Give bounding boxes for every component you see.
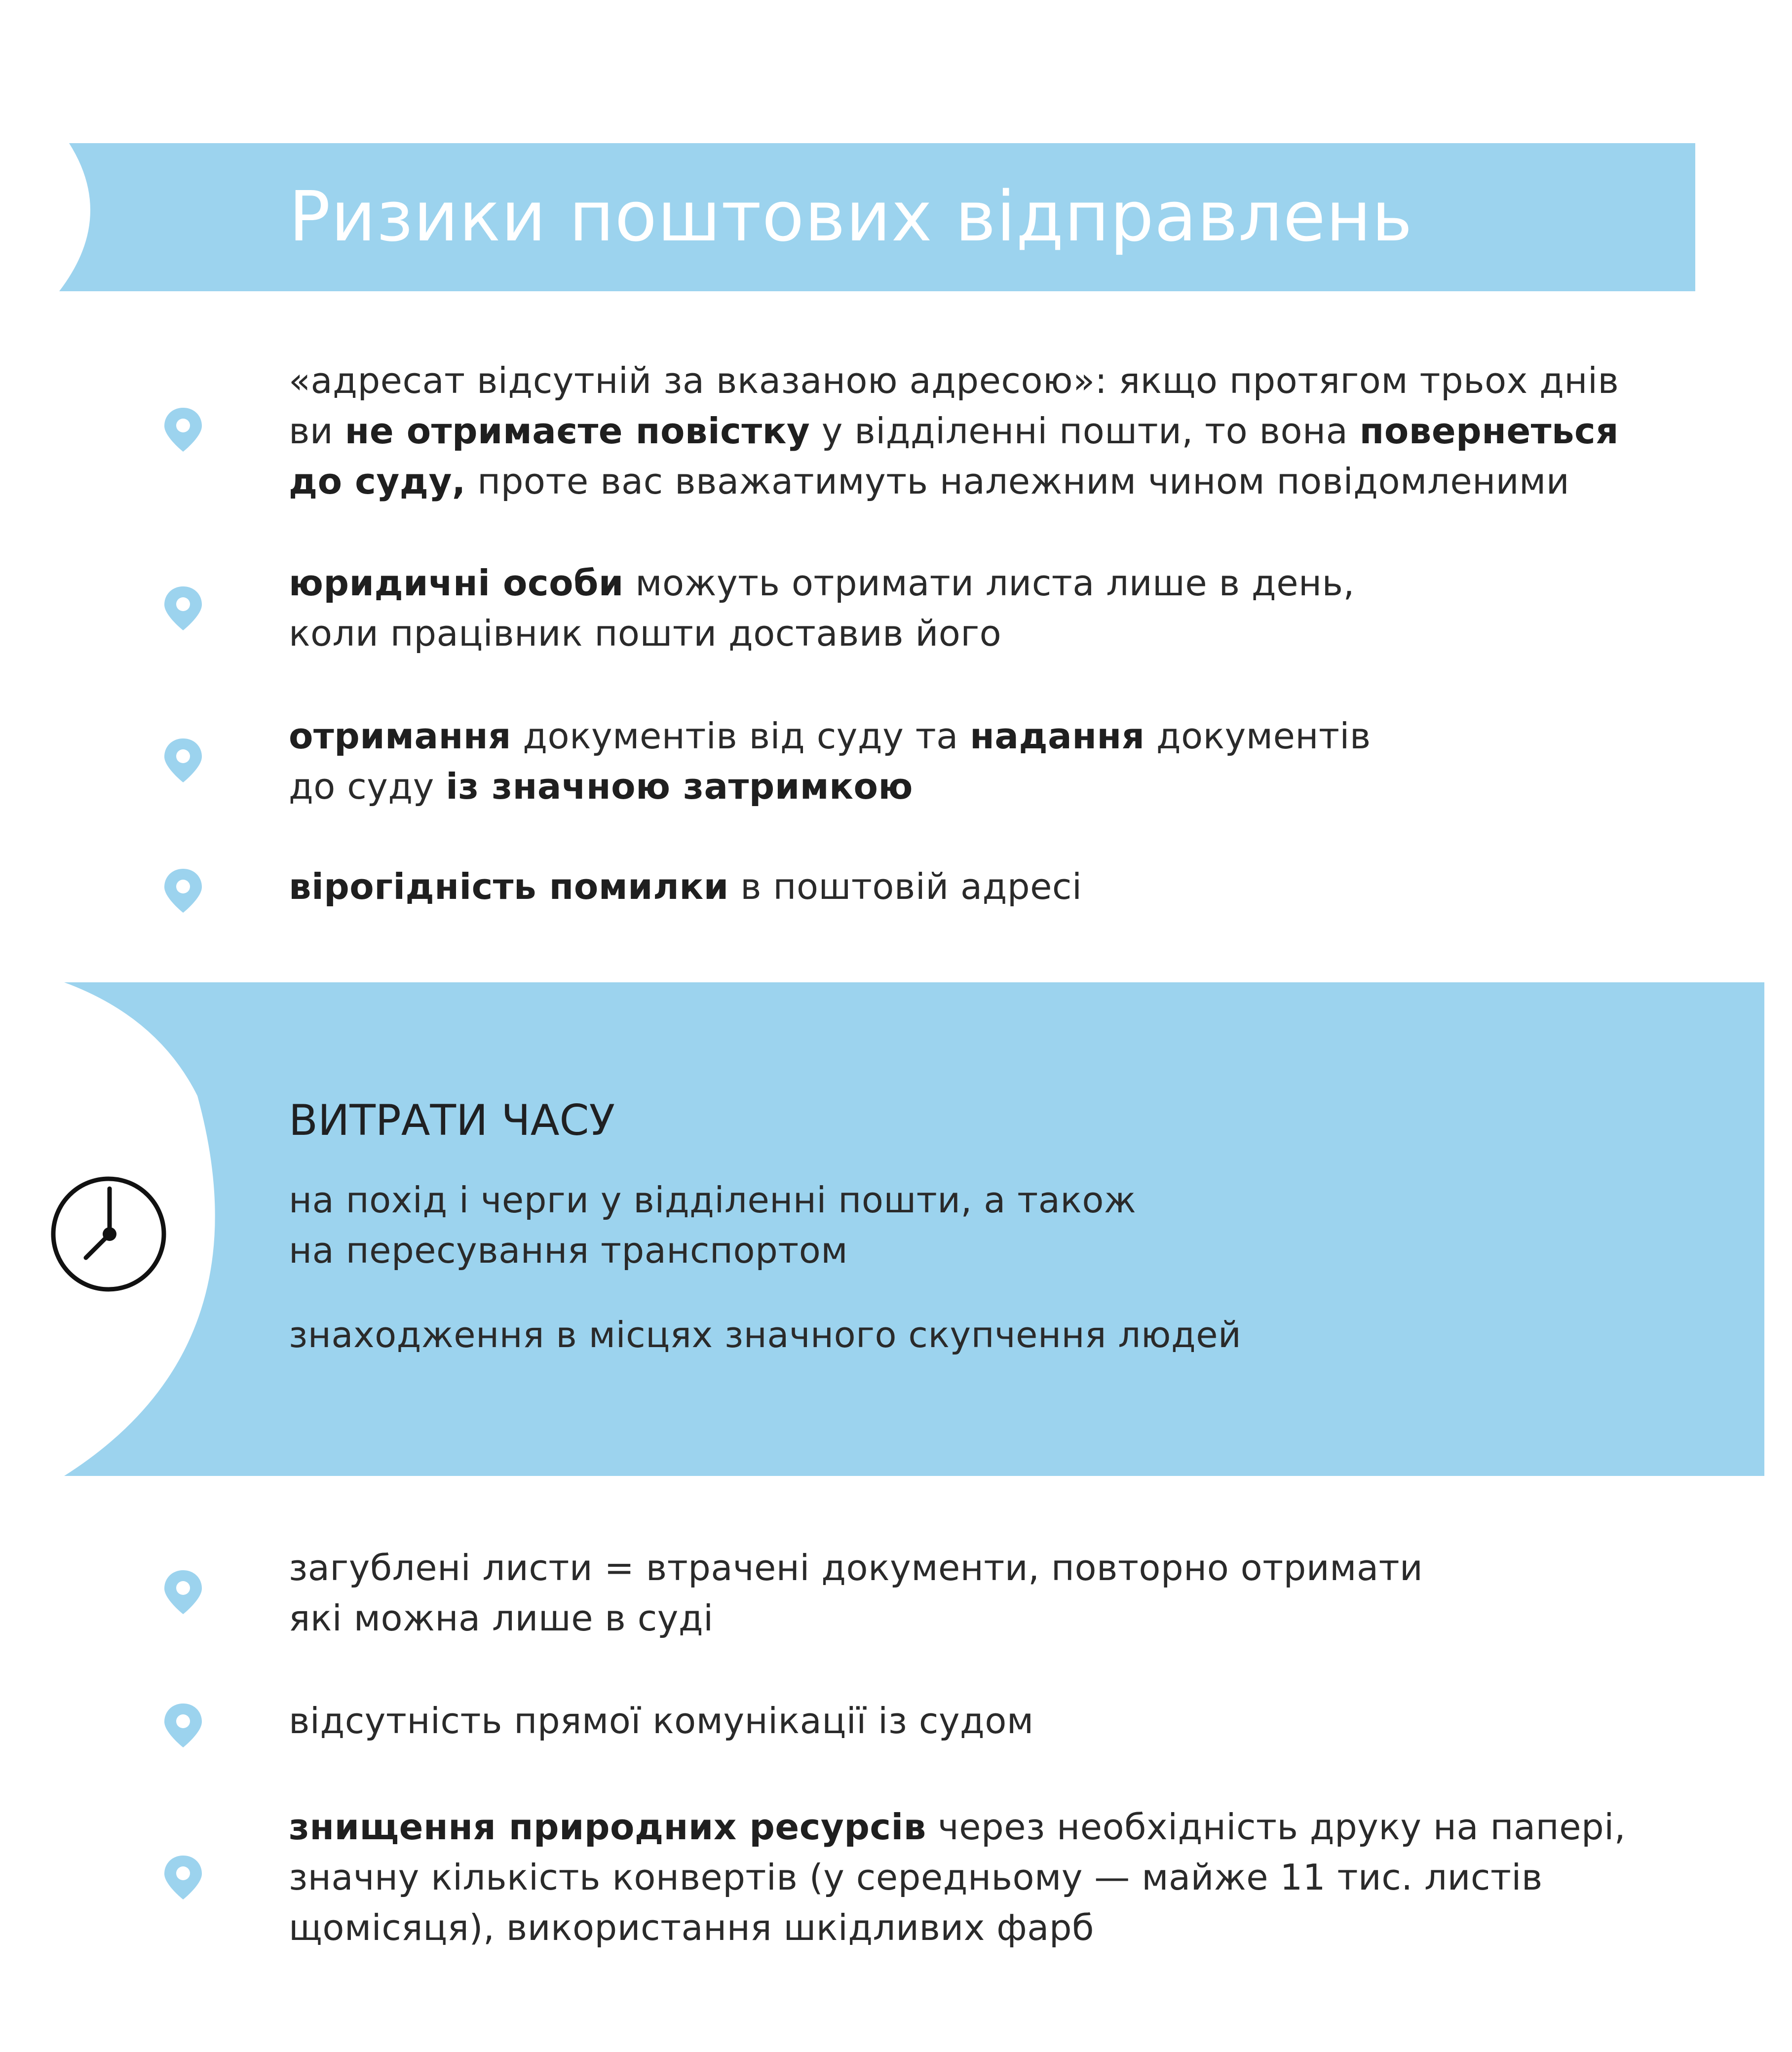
text-run: «адресат відсутній за вказаною адресою»: якщо протягом трьох днів [289,360,1619,401]
time-paragraph-1 [289,1175,1671,1276]
text-run: у відділенні пошти, то вона [810,410,1360,452]
text-run: щомісяця), використання шкідливих фарб [289,1907,1095,1948]
text-line [289,1543,1750,1593]
text-line [289,1802,1750,1852]
text-run: коли працівник пошти доставив його [289,613,1002,654]
bold-phrase: не отримаєте повістку [344,410,810,452]
bold-phrase: отримання [289,715,511,757]
text-run: в поштовій адресі [728,866,1082,907]
text-run: відсутність прямої комунікації із судом [289,1700,1034,1742]
time-paragraph-1-line-1: на похід і черги у відділенні пошти, а також [289,1179,1137,1221]
list-item-text [289,1802,1750,1953]
text-run: до суду [289,766,446,807]
text-run: загублені листи = втрачені документи, повторно отримати [289,1547,1423,1588]
clock-icon [49,1175,168,1293]
text-line [289,1852,1750,1902]
text-line [289,1593,1750,1643]
bold-phrase: юридичні особи [289,562,624,604]
list-item-text [289,1543,1750,1643]
location-pin-icon [163,1569,203,1616]
time-paragraph-2: знаходження в місцях значного скупчення людей [289,1314,1242,1355]
text-run: документів [1144,715,1371,757]
text-run: документів від суду та [511,715,970,757]
text-run: проте вас вважатимуть належним чином повідомленими [465,461,1570,502]
page-title: Ризики поштових відправлень [289,177,1413,257]
time-paragraph-1-line-2: на пересування транспортом [289,1230,848,1271]
text-run: ви [289,410,345,452]
text-line [289,1902,1750,1953]
text-line [289,1696,1750,1746]
bold-phrase: повернеться [1359,410,1619,452]
bold-phrase: надання [970,715,1145,757]
location-pin-icon [163,1854,203,1901]
location-pin-icon [163,1702,203,1749]
list-item-text [289,1696,1750,1746]
bold-phrase: знищення природних ресурсів [289,1806,926,1848]
bold-phrase: із значною затримкою [446,766,913,807]
text-run: значну кількість конвертів (у середньому — майже 11 тис. листів [289,1857,1543,1898]
text-run: можуть отримати листа лише в день, [623,562,1355,604]
time-heading: ВИТРАТИ ЧАСУ [289,1096,615,1145]
bold-phrase: вірогідність помилки [289,866,729,907]
text-run: через необхідність друку на папері, [926,1806,1626,1848]
text-run: які можна лише в суді [289,1597,714,1639]
bold-phrase: до суду, [289,461,466,502]
